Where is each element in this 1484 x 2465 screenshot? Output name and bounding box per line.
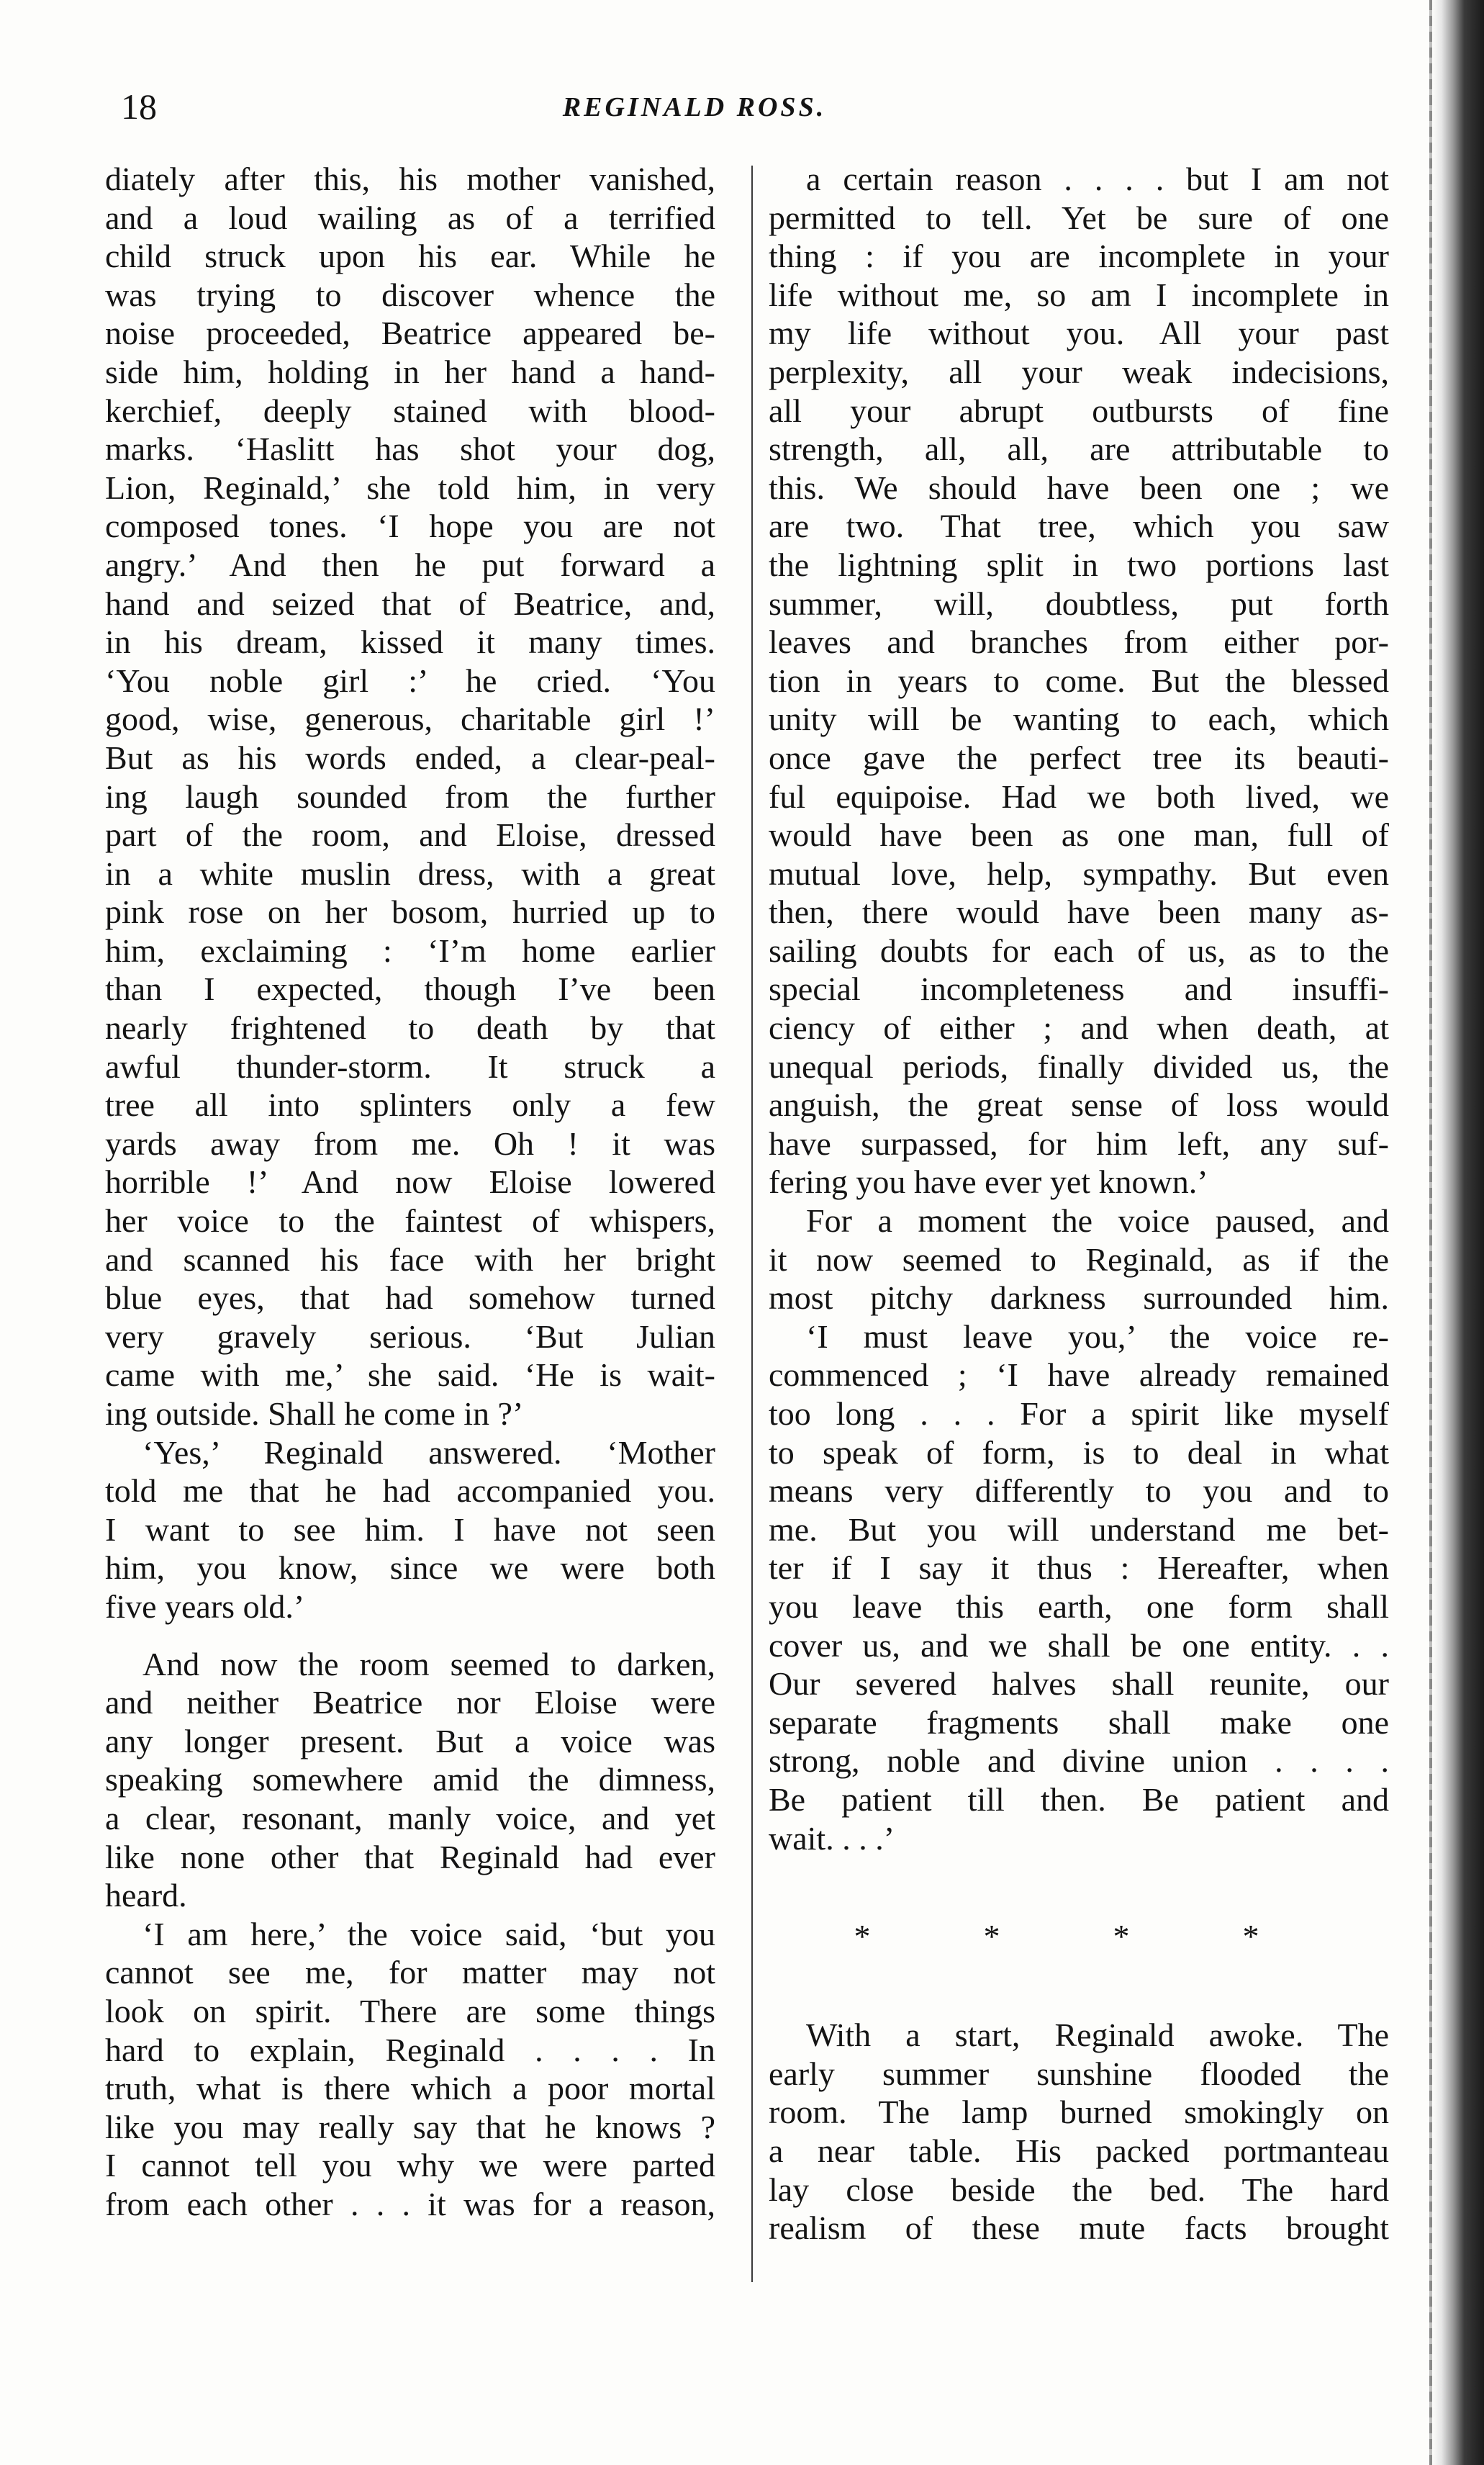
text-line: hand and seized that of Beatrice, and,	[105, 585, 715, 622]
text-line: a clear, resonant, manly voice, and yet	[105, 1799, 715, 1837]
right-column-text	[769, 160, 1389, 1857]
section-break-space-bottom	[769, 1958, 1389, 2016]
text-line: thing : if you are incomplete in your	[769, 238, 1389, 275]
text-line: speaking somewhere amid the dimness,	[105, 1761, 715, 1798]
text-line: came with me,’ she said. ‘He is wait-	[105, 1356, 715, 1394]
text-line: ter if I say it thus : Hereafter, when	[769, 1549, 1389, 1587]
text-line: room. The lamp burned smokingly on	[769, 2094, 1389, 2131]
text-line: a certain reason . . . . but I am not	[806, 161, 1389, 197]
asterism-star: *	[1113, 1918, 1130, 1955]
text-line: cover us, and we shall be one entity. . .	[769, 1626, 1389, 1664]
text-line: very gravely serious. ‘But Julian	[105, 1317, 715, 1355]
text-line: And now the room seemed to darken,	[142, 1645, 715, 1682]
paragraph-gap	[105, 1626, 715, 1645]
text-line: commenced ; ‘I have already remained	[769, 1356, 1389, 1394]
text-line: mutual love, help, sympathy. But even	[769, 855, 1389, 892]
text-line: side him, holding in her hand a hand-	[105, 353, 715, 390]
text-line: most pitchy darkness surrounded him.	[769, 1279, 1389, 1317]
text-line: and scanned his face with her bright	[105, 1240, 715, 1278]
text-line: yards away from me. Oh ! it was	[105, 1125, 715, 1162]
text-line: summer, will, doubtless, put forth	[769, 585, 1389, 622]
text-line: in a white muslin dress, with a great	[105, 855, 715, 892]
text-line: early summer sunshine flooded the	[769, 2055, 1389, 2092]
page-gutter	[1432, 0, 1484, 2465]
left-column	[105, 160, 715, 2223]
text-line: separate fragments shall make one	[769, 1703, 1389, 1741]
text-line: I want to see him. I have not seen	[105, 1510, 715, 1548]
text-line: strong, noble and divine union . . . .	[769, 1742, 1389, 1780]
text-line: any longer present. But a voice was	[105, 1722, 715, 1759]
section-break-space-top	[769, 1857, 1389, 1915]
text-line: pink rose on her bosom, hurried up to	[105, 893, 715, 931]
text-line: him, exclaiming : ‘I’m home earlier	[105, 932, 715, 969]
text-line: part of the room, and Eloise, dressed	[105, 816, 715, 854]
text-line: tree all into splinters only a few	[105, 1086, 715, 1124]
text-line: hard to explain, Reginald . . . . In	[105, 2031, 715, 2068]
text-line: was trying to discover whence the	[105, 276, 715, 313]
text-line: unity will be wanting to each, which	[769, 700, 1389, 738]
text-line: this. We should have been one ; we	[769, 469, 1389, 506]
text-line: five years old.’	[105, 1587, 305, 1625]
text-line: would have been as one man, full of	[769, 816, 1389, 854]
text-line: But as his words ended, a clear-peal-	[105, 739, 715, 776]
text-line: ciency of either ; and when death, at	[769, 1009, 1389, 1047]
text-line: perplexity, all your weak indecisions,	[769, 353, 1389, 390]
column-rule	[751, 166, 753, 2282]
text-line: like you may really say that he knows ?	[105, 2108, 715, 2145]
text-line: ing outside. Shall he come in ?’	[105, 1395, 524, 1432]
text-line: look on spirit. There are some things	[105, 1992, 715, 2029]
text-line: kerchief, deeply stained with blood-	[105, 392, 715, 429]
text-line: strength, all, all, are attributable to	[769, 431, 1389, 468]
text-line: in his dream, kissed it many times.	[105, 623, 715, 661]
text-line: nearly frightened to death by that	[105, 1009, 715, 1047]
text-line: Be patient till then. Be patient and	[769, 1780, 1389, 1818]
text-line: my life without you. All your past	[769, 315, 1389, 352]
text-line: and neither Beatrice nor Eloise were	[105, 1684, 715, 1721]
text-line: ‘Yes,’ Reginald answered. ‘Mother	[142, 1433, 715, 1471]
text-line: leaves and branches from either por-	[769, 623, 1389, 661]
text-line: too long . . . For a spirit like myself	[769, 1395, 1389, 1432]
text-line: the lightning split in two portions last	[769, 546, 1389, 583]
text-line: means very differently to you and to	[769, 1472, 1389, 1510]
running-head: REGINALD ROSS.	[562, 92, 827, 122]
text-line: With a start, Reginald awoke. The	[806, 2016, 1389, 2054]
text-line: good, wise, generous, charitable girl !’	[105, 700, 715, 738]
text-line: blue eyes, that had somehow turned	[105, 1279, 715, 1317]
text-line: then, there would have been many as-	[769, 893, 1389, 931]
text-line: truth, what is there which a poor mortal	[105, 2070, 715, 2107]
text-line: ‘I am here,’ the voice said, ‘but you	[142, 1915, 715, 1952]
text-line: diately after this, his mother vanished,	[105, 161, 715, 197]
page-number: 18	[121, 86, 157, 127]
text-line: to speak of form, is to deal in what	[769, 1433, 1389, 1471]
text-line: you leave this earth, one form shall	[769, 1587, 1389, 1625]
text-line: cannot see me, for matter may not	[105, 1954, 715, 1991]
asterism-star: *	[983, 1918, 1000, 1955]
text-line: ing laugh sounded from the further	[105, 778, 715, 815]
text-line: angry.’ And then he put forward a	[105, 546, 715, 583]
text-line: are two. That tree, which you saw	[769, 508, 1389, 545]
text-line: marks. ‘Haslitt has shot your dog,	[105, 431, 715, 468]
text-line: noise proceeded, Beatrice appeared be-	[105, 315, 715, 352]
text-line: from each other . . . it was for a reason,	[105, 2185, 715, 2222]
text-line: than I expected, though I’ve been	[105, 970, 715, 1008]
right-column	[769, 160, 1389, 2248]
text-line: tion in years to come. But the blessed	[769, 662, 1389, 699]
text-line: sailing doubts for each of us, as to the	[769, 932, 1389, 969]
text-line: and a loud wailing as of a terrified	[105, 199, 715, 236]
text-line: horrible !’ And now Eloise lowered	[105, 1163, 715, 1201]
text-line: awful thunder-storm. It struck a	[105, 1047, 715, 1085]
text-line: I cannot tell you why we were parted	[105, 2147, 715, 2184]
text-line: ‘You noble girl :’ he cried. ‘You	[105, 662, 715, 699]
text-line: him, you know, since we were both	[105, 1549, 715, 1587]
text-line: ful equipoise. Had we both lived, we	[769, 778, 1389, 815]
text-line: me. But you will understand me bet-	[769, 1510, 1389, 1548]
text-line: ‘I must leave you,’ the voice re-	[806, 1317, 1389, 1355]
text-line: unequal periods, finally divided us, the	[769, 1047, 1389, 1085]
text-line: Our severed halves shall reunite, our	[769, 1665, 1389, 1703]
text-line: Lion, Reginald,’ she told him, in very	[105, 469, 715, 506]
text-line: told me that he had accompanied you.	[105, 1472, 715, 1510]
text-line: heard.	[105, 1877, 187, 1914]
text-line: fering you have ever yet known.’	[769, 1163, 1208, 1201]
text-line: special incompleteness and insuffi-	[769, 970, 1389, 1008]
text-line: For a moment the voice paused, and	[806, 1202, 1389, 1240]
text-line: child struck upon his ear. While he	[105, 238, 715, 275]
section-break	[797, 1915, 1316, 1958]
text-line: wait. . . .’	[769, 1819, 895, 1857]
text-line: once gave the perfect tree its beauti-	[769, 739, 1389, 776]
text-line: a near table. His packed portmanteau	[769, 2132, 1389, 2169]
text-line: permitted to tell. Yet be sure of one	[769, 199, 1389, 236]
text-line: like none other that Reginald had ever	[105, 1838, 715, 1875]
text-line: her voice to the faintest of whispers,	[105, 1202, 715, 1240]
asterism-star: *	[854, 1918, 871, 1955]
text-line: anguish, the great sense of loss would	[769, 1086, 1389, 1124]
text-line: life without me, so am I incomplete in	[769, 276, 1389, 313]
text-line: composed tones. ‘I hope you are not	[105, 508, 715, 545]
text-line: all your abrupt outbursts of fine	[769, 392, 1389, 429]
text-line: have surpassed, for him left, any suf-	[769, 1125, 1389, 1162]
right-column-text-after-break	[769, 2016, 1389, 2248]
asterism-star: *	[1242, 1918, 1259, 1955]
text-line: it now seemed to Reginald, as if the	[769, 1240, 1389, 1278]
text-line: lay close beside the bed. The hard	[769, 2171, 1389, 2208]
text-line: realism of these mute facts brought	[769, 2209, 1389, 2247]
